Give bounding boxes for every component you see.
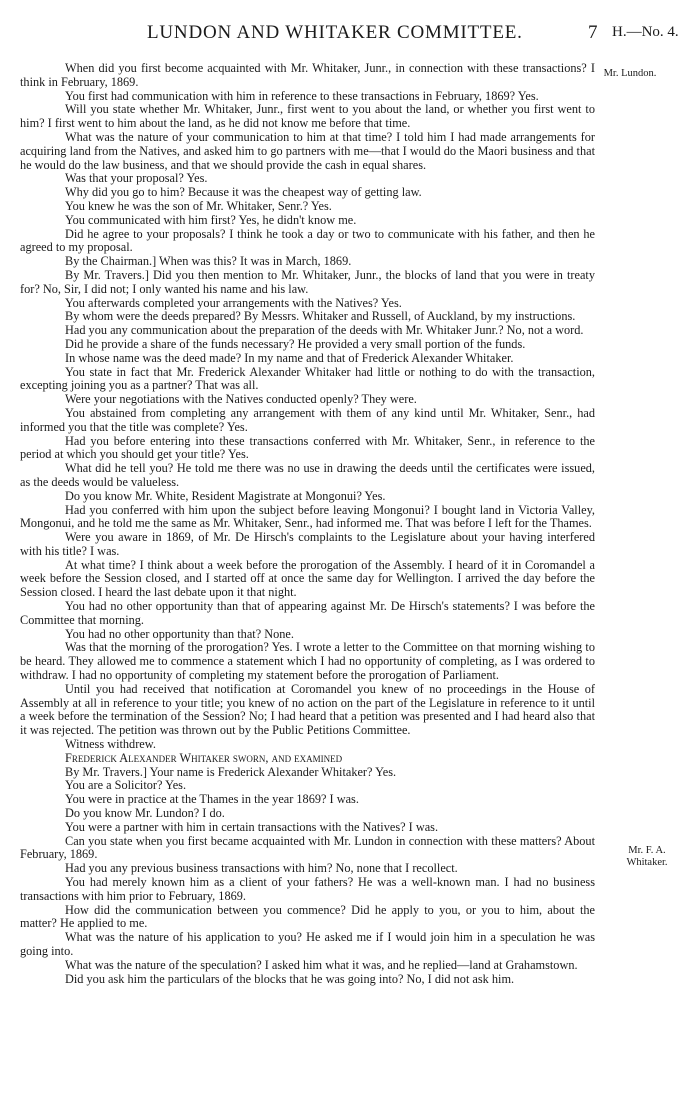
paragraph: Until you had received that notification at Coromandel you knew of no proceedings in the House of Assembly at all in reference to your title; you knew of no action on the part of the Legislature in reference to it until a week before the termination of the Session? No; I had heard that a petition was presented and I had heard also that it was rejected. The petition was thrown out by the Public Petitions Committee. bbox=[20, 681, 595, 738]
paragraph: When did you first become acquainted with Mr. Whitaker, Junr., in connection with these transactions? I think in February, 1869. bbox=[20, 61, 595, 89]
paragraph: You state in fact that Mr. Frederick Alexander Whitaker had little or nothing to do with the transaction, excepting joining you as a partner? That was all. bbox=[20, 364, 595, 393]
paragraph: You were a partner with him in certain transactions with the Natives? I was. bbox=[65, 819, 439, 834]
paragraph: You had no other opportunity than that? None. bbox=[65, 626, 294, 641]
paragraph: Did you ask him the particulars of the blocks that he was going into? No, I did not ask him. bbox=[65, 971, 515, 986]
margin-note-whitaker: Mr. F. A. Whitaker. bbox=[626, 845, 668, 868]
paragraph: How did the communication between you commence? Did he apply to you, or you to him, about the matter? He applied to me. bbox=[20, 902, 595, 931]
paragraph: Can you state when you first became acquainted with Mr. Lundon in connection with these matters? About February, 1869. bbox=[20, 833, 595, 862]
paragraph: You afterwards completed your arrangements with the Natives? Yes. bbox=[65, 295, 402, 310]
paragraph: By the Chairman.] When was this? It was in March, 1869. bbox=[65, 254, 352, 269]
paragraph: You communicated with him first? Yes, he didn't know me. bbox=[65, 212, 357, 227]
margin-note-lundon: Mr. Lundon. bbox=[603, 68, 657, 79]
paragraph: By whom were the deeds prepared? By Messrs. Whitaker and Russell, of Auckland, by my instructions. bbox=[65, 309, 576, 324]
paragraph: You had merely known him as a client of your fathers? He was a well-known man. I had no business transactions with him prior to February, 1869. bbox=[20, 875, 595, 903]
paragraph: You abstained from completing any arrangement with them of any kind until Mr. Whitaker, Senr., had informed you that the title was complete? Yes. bbox=[20, 405, 595, 434]
paragraph: You knew he was the son of Mr. Whitaker, Senr.? Yes. bbox=[65, 198, 332, 213]
paragraph: Had you any previous business transactions with him? No, none that I recollect. bbox=[65, 861, 458, 876]
paragraph: Did he agree to your proposals? I think he took a day or two to communicate with his father, and then he agreed to my proposal. bbox=[20, 226, 595, 255]
paragraph: By Mr. Travers.] Did you then mention to Mr. Whitaker, Junr., the blocks of land that you were in treaty for? No, Sir, I did not; I only wanted his name and his law. bbox=[20, 267, 595, 296]
paragraph: In whose name was the deed made? In my name and that of Frederick Alexander Whitaker. bbox=[65, 350, 514, 365]
paragraph: Was that your proposal? Yes. bbox=[65, 171, 208, 186]
paragraph: At what time? I think about a week before the prorogation of the Assembly. I heard of it in Coromandel a week before the Session closed, and I started off at once the same day for Wellington. I arrived the day before the Session closed. I heard the last debate upon it that night. bbox=[20, 557, 595, 600]
paragraph: What did he tell you? He told me there was no use in drawing the deeds until the certificates were issued, as the deeds would be valueless. bbox=[20, 461, 595, 489]
paragraph: You first had communication with him in reference to these transactions in February, 1869? Yes. bbox=[65, 88, 539, 103]
paragraph: By Mr. Travers.] Your name is Frederick Alexander Whitaker? Yes. bbox=[65, 764, 397, 779]
paragraph: Were your negotiations with the Natives conducted openly? They were. bbox=[65, 392, 417, 407]
paragraph: Had you any communication about the preparation of the deeds with Mr. Whitaker Junr.? No, not a word. bbox=[65, 323, 584, 338]
paragraph: Had you before entering into these transactions conferred with Mr. Whitaker, Senr., in reference to the period at which you should get your title? Yes. bbox=[20, 433, 595, 462]
paragraph: What was the nature of your communication to him at that time? I told him I had made arrangements for acquiring land from the Natives, and asked him to go partners with me—that I would do the Maori business and that he would do the law business, and that we should provide the cash in equal shares. bbox=[20, 129, 595, 172]
paragraph: Do you know Mr. White, Resident Magistrate at Mongonui? Yes. bbox=[65, 488, 386, 503]
page-number: 7 bbox=[588, 22, 598, 43]
paragraph: What was the nature of his application to you? He asked me if I would join him in a speculation he was going into. bbox=[20, 930, 595, 958]
paragraph: Why did you go to him? Because it was the cheapest way of getting law. bbox=[65, 185, 422, 200]
paragraph: Were you aware in 1869, of Mr. De Hirsch's complaints to the Legislature about your having interfered with his title? I was. bbox=[20, 530, 595, 558]
paragraph: Will you state whether Mr. Whitaker, Junr., first went to you about the land, or whether you first went to him? I first went to him about the land, as he did not know me before that time. bbox=[20, 102, 595, 131]
witness-withdrew: Witness withdrew. bbox=[65, 737, 156, 752]
paragraph: Did he provide a share of the funds necessary? He provided a very small portion of the funds. bbox=[65, 336, 526, 351]
paragraph: Had you conferred with him upon the subject before leaving Mongonui? I bought land in Victoria Valley, Mongonui, and he told me the same as Mr. Whitaker, Senr., had informed me. That was before I left for the Thames. bbox=[20, 502, 595, 531]
paragraph: What was the nature of the speculation? I asked him what it was, and he replied—land at Grahamstown. bbox=[65, 957, 578, 972]
document-reference: H.—No. 4. bbox=[612, 24, 679, 40]
paragraph: You were in practice at the Thames in the year 1869? I was. bbox=[65, 792, 359, 807]
witness-sworn: Frederick Alexander Whitaker sworn, and examined bbox=[65, 750, 343, 765]
paragraph: Was that the morning of the prorogation? Yes. I wrote a letter to the Committee on that morning wishing to be heard. They allowed me to commence a statement which I had no opportunity of completing, as I was ordered to withdraw. I had no opportunity of completing my statement before the prorogation of Parliament. bbox=[20, 640, 595, 683]
testimony-body bbox=[20, 62, 595, 986]
running-title: LUNDON AND WHITAKER COMMITTEE. bbox=[147, 22, 523, 43]
page-header bbox=[0, 22, 700, 48]
paragraph: You are a Solicitor? Yes. bbox=[65, 778, 187, 793]
paragraph: You had no other opportunity than that of appearing against Mr. De Hirsch's statements? I was before the Committee that morning. bbox=[20, 599, 595, 627]
paragraph: Do you know Mr. Lundon? I do. bbox=[65, 806, 225, 821]
